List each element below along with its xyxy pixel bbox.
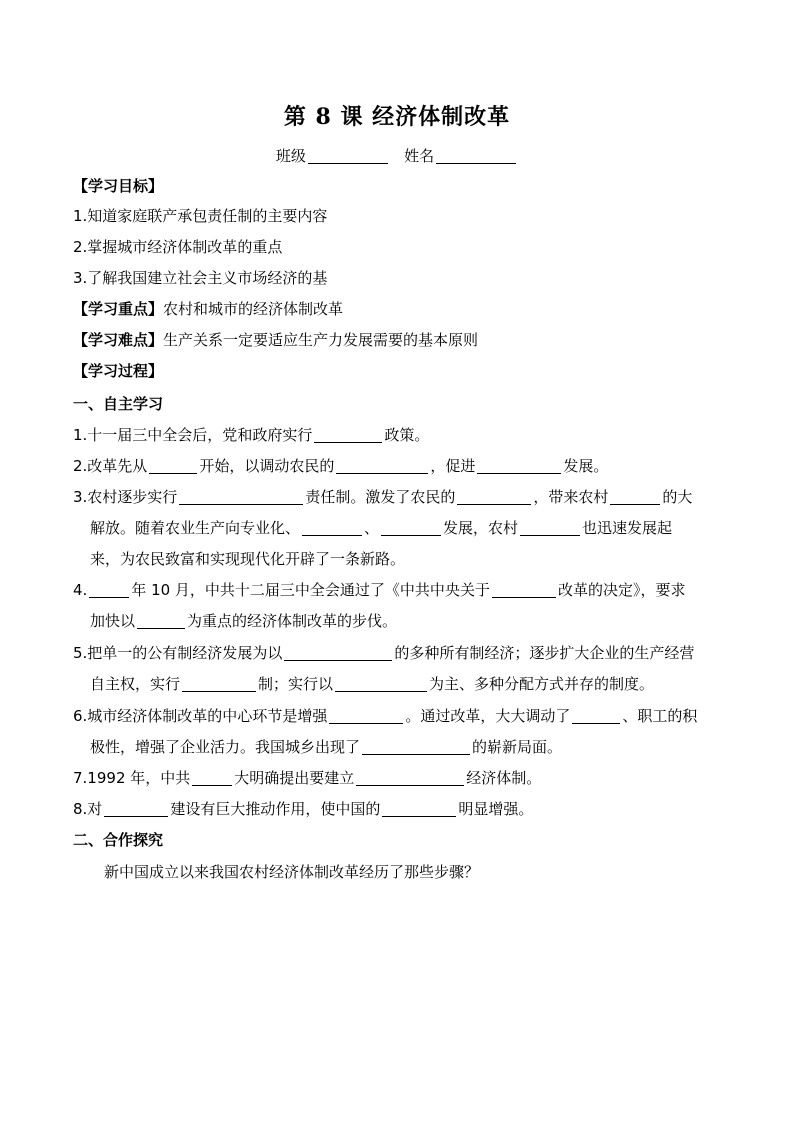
q-text: ，带来农村	[533, 488, 609, 506]
goal-item: 3.了解我国建立社会主义市场经济的基	[73, 269, 328, 287]
question-6-line-2	[90, 737, 562, 757]
question-8	[73, 799, 533, 819]
question-5-line-2	[90, 674, 654, 694]
difficulty-text: 生产关系一定要适应生产力发展需要的基本原则	[163, 331, 479, 349]
q-text: 的多种所有制经济；逐步扩大企业的生产经营	[394, 644, 695, 662]
q-text: 4.	[73, 581, 88, 599]
q-text: 也迅速发展起	[582, 519, 673, 537]
answer-blank[interactable]	[336, 457, 428, 474]
q-text: 明显增强。	[458, 800, 534, 818]
q-text: 制；实行以	[258, 675, 334, 693]
q-text: 建设有巨大推动作用，使中国的	[170, 800, 381, 818]
goals-heading: 【学习目标】	[73, 177, 164, 195]
q-text: 。通过改革，大大调动了	[405, 707, 571, 725]
q-text: 、职工的积	[622, 707, 698, 725]
q-text: 政策。	[384, 426, 430, 444]
name-blank[interactable]	[436, 147, 516, 164]
answer-blank[interactable]	[137, 612, 185, 629]
answer-blank[interactable]	[362, 738, 470, 755]
q-text: 7.1992 年，中共	[73, 769, 191, 787]
q-text: 年 10 月，中共十二届三中全会通过了《中共中央关于	[131, 581, 490, 599]
question-4-line-1	[73, 580, 685, 600]
answer-blank[interactable]	[335, 675, 427, 692]
q-text: 1.十一届三中全会后，党和政府实行	[73, 426, 313, 444]
q-text: 的大	[662, 488, 693, 506]
answer-blank[interactable]	[477, 457, 561, 474]
q-text: 责任制。激发了农民的	[305, 488, 456, 506]
answer-blank[interactable]	[179, 488, 303, 505]
q-text: 发展。	[563, 457, 609, 475]
answer-blank[interactable]	[382, 800, 456, 817]
class-label: 班级	[275, 147, 306, 165]
answer-blank[interactable]	[302, 519, 362, 536]
question-3-line-3: 来，为农民致富和实现现代化开辟了一条新路。	[90, 550, 406, 568]
section1-heading: 一、自主学习	[73, 395, 164, 413]
answer-blank[interactable]	[314, 426, 382, 443]
inquiry-question: 新中国成立以来我国农村经济体制改革经历了那些步骤？	[104, 863, 480, 881]
student-info	[0, 145, 794, 166]
q-text: 5.把单一的公有制经济发展为以	[73, 644, 283, 662]
answer-blank[interactable]	[457, 488, 531, 505]
answer-blank[interactable]	[182, 675, 256, 692]
question-5-line-1	[73, 643, 694, 663]
q-text: 2.改革先从	[73, 457, 148, 475]
name-label: 姓名	[404, 147, 435, 165]
section2-heading: 二、合作探究	[73, 831, 164, 849]
answer-blank[interactable]	[492, 581, 556, 598]
question-3-line-1	[73, 487, 692, 507]
q-text: 为重点的经济体制改革的步伐。	[187, 612, 398, 630]
focus-row	[73, 299, 343, 319]
answer-blank[interactable]	[572, 707, 620, 724]
question-3-line-2	[90, 518, 672, 538]
q-text: 、	[364, 519, 380, 537]
goal-item: 2.掌握城市经济体制改革的重点	[73, 238, 283, 256]
difficulty-heading: 【学习难点】	[73, 331, 164, 349]
q-text: 开始，以调动农民的	[199, 457, 335, 475]
answer-blank[interactable]	[329, 707, 403, 724]
answer-blank[interactable]	[356, 769, 464, 786]
question-7	[73, 768, 541, 788]
q-text: 为主、多种分配方式并存的制度。	[429, 675, 655, 693]
question-4-line-2	[90, 611, 397, 631]
q-text: 解放。随着农业生产向专业化、	[90, 519, 301, 537]
q-text: 极性，增强了企业活力。我国城乡出现了	[90, 738, 361, 756]
answer-blank[interactable]	[381, 519, 441, 536]
question-1	[73, 425, 429, 445]
answer-blank[interactable]	[284, 644, 392, 661]
q-text: 加快以	[90, 612, 136, 630]
process-heading: 【学习过程】	[73, 362, 164, 380]
q-text: 6.城市经济体制改革的中心环节是增强	[73, 707, 328, 725]
q-text: 8.对	[73, 800, 103, 818]
q-text: ，促进	[430, 457, 476, 475]
answer-blank[interactable]	[104, 800, 168, 817]
focus-text: 农村和城市的经济体制改革	[163, 300, 344, 318]
answer-blank[interactable]	[192, 769, 232, 786]
class-blank[interactable]	[308, 147, 388, 164]
answer-blank[interactable]	[520, 519, 580, 536]
page-title: 第 8 课 经济体制改革	[283, 104, 511, 130]
q-text: 3.农村逐步实行	[73, 488, 178, 506]
question-2	[73, 456, 608, 476]
goal-item: 1.知道家庭联产承包责任制的主要内容	[73, 207, 328, 225]
q-text: 的崭新局面。	[472, 738, 563, 756]
answer-blank[interactable]	[149, 457, 197, 474]
q-text: 发展，农村	[443, 519, 519, 537]
q-text: 大明确提出要建立	[234, 769, 355, 787]
answer-blank[interactable]	[610, 488, 660, 505]
q-text: 自主权，实行	[90, 675, 181, 693]
q-text: 改革的决定》，要求	[557, 581, 686, 599]
answer-blank[interactable]	[89, 581, 129, 598]
question-6-line-1	[73, 706, 697, 726]
focus-heading: 【学习重点】	[73, 300, 164, 318]
q-text: 经济体制。	[466, 769, 542, 787]
difficulty-row	[73, 330, 478, 350]
